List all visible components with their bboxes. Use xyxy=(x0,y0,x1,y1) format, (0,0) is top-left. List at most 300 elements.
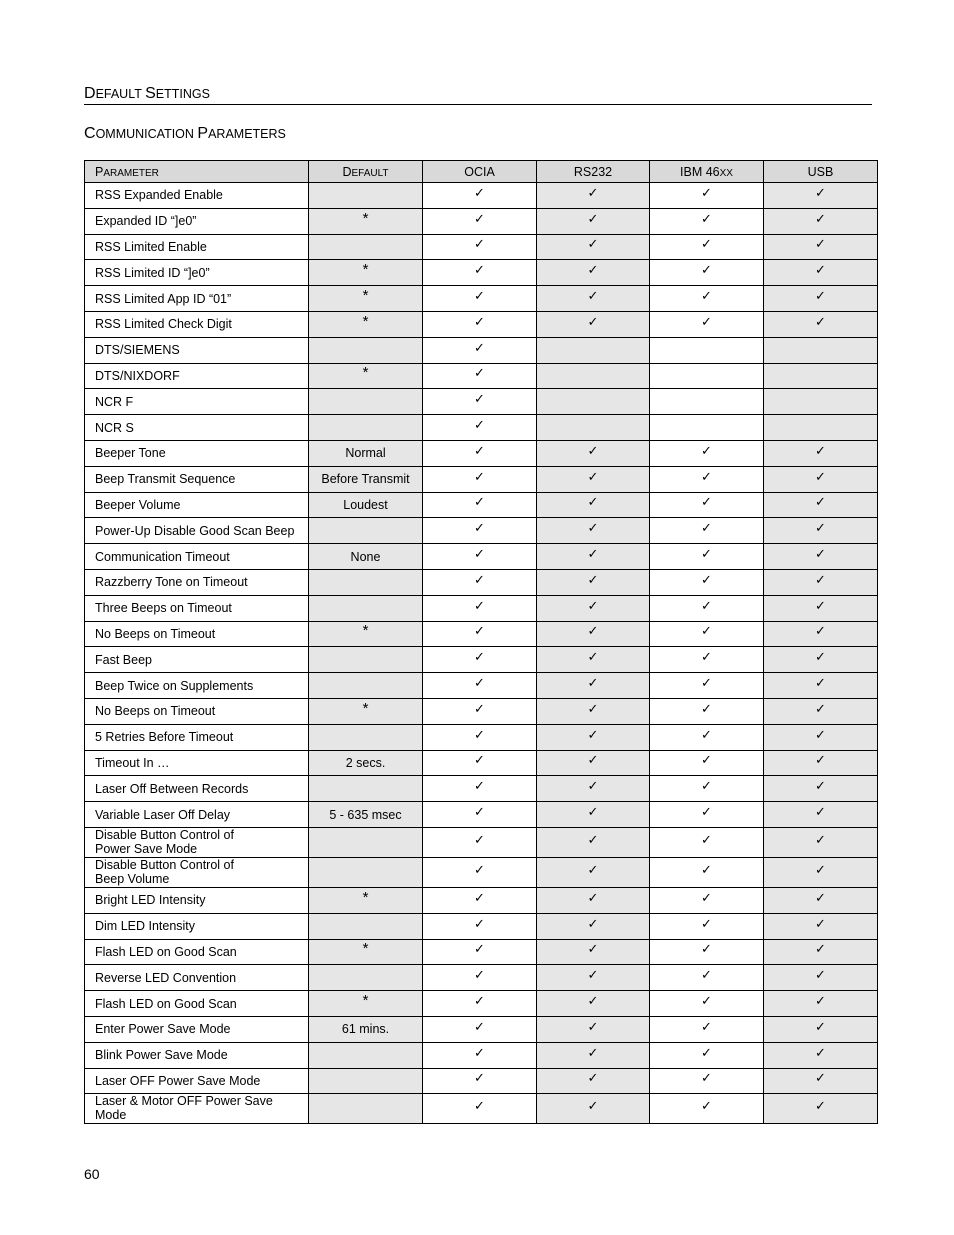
checkmark-icon: ✓ xyxy=(701,832,712,848)
rs232-cell xyxy=(537,827,650,857)
parameter-cell xyxy=(85,673,309,699)
ibm46xx-cell xyxy=(650,260,764,286)
parameter-name: No Beeps on Timeout xyxy=(95,626,216,641)
usb-cell xyxy=(764,965,878,991)
usb-cell xyxy=(764,569,878,595)
ocia-cell xyxy=(423,1094,537,1124)
parameter-name: Communication Timeout xyxy=(95,549,230,564)
default-value: Loudest xyxy=(343,497,388,512)
rs232-cell xyxy=(537,286,650,312)
checkmark-icon: ✓ xyxy=(474,340,485,356)
usb-cell xyxy=(764,544,878,570)
default-cell xyxy=(309,518,423,544)
parameter-name: Bright LED Intensity xyxy=(95,893,206,908)
usb-cell xyxy=(764,389,878,415)
table-row xyxy=(85,1068,878,1094)
ocia-cell xyxy=(423,887,537,913)
ibm46xx-cell xyxy=(650,389,764,415)
ocia-cell xyxy=(423,750,537,776)
ocia-cell xyxy=(423,991,537,1017)
checkmark-icon: ✓ xyxy=(587,994,599,1009)
ibm46xx-cell xyxy=(650,621,764,647)
parameter-name: Fast Beep xyxy=(95,652,152,667)
checkmark-icon: ✓ xyxy=(474,314,485,330)
parameter-name: Razzberry Tone on Timeout xyxy=(95,575,248,590)
parameter-name: Disable Button Control of xyxy=(95,827,234,842)
table-row xyxy=(85,183,878,209)
checkmark-icon: ✓ xyxy=(815,968,826,984)
checkmark-icon: ✓ xyxy=(815,916,826,932)
usb-cell xyxy=(764,183,878,209)
checkmark-icon: ✓ xyxy=(474,547,485,563)
ocia-cell xyxy=(423,466,537,492)
checkmark-icon: ✓ xyxy=(701,676,712,692)
usb-cell xyxy=(764,939,878,965)
checkmark-icon: ✓ xyxy=(474,289,485,305)
usb-cell xyxy=(764,492,878,518)
default-value: 5 - 635 msec xyxy=(329,807,402,822)
table-row xyxy=(85,389,878,415)
usb-cell xyxy=(764,286,878,312)
parameter-name: Flash LED on Good Scan xyxy=(95,944,237,959)
checkmark-icon: ✓ xyxy=(701,211,712,227)
table-header-row xyxy=(85,161,878,183)
ibm46xx-cell xyxy=(650,750,764,776)
rs232-cell xyxy=(537,673,650,699)
checkmark-icon: ✓ xyxy=(815,598,826,614)
checkmark-icon: ✓ xyxy=(701,495,712,511)
checkmark-icon: ✓ xyxy=(701,805,712,821)
default-cell xyxy=(309,750,423,776)
checkmark-icon: ✓ xyxy=(701,862,712,878)
parameter-cell xyxy=(85,750,309,776)
checkmark-icon: ✓ xyxy=(815,994,826,1009)
checkmark-icon: ✓ xyxy=(474,1099,485,1115)
checkmark-icon: ✓ xyxy=(701,779,712,795)
ocia-cell xyxy=(423,827,537,857)
checkmark-icon: ✓ xyxy=(815,547,826,563)
checkmark-icon: ✓ xyxy=(701,624,712,640)
default-cell xyxy=(309,569,423,595)
default-marker: * xyxy=(362,622,369,640)
checkmark-icon: ✓ xyxy=(474,495,485,511)
default-cell xyxy=(309,415,423,441)
parameter-name: Flash LED on Good Scan xyxy=(95,996,237,1011)
ocia-cell xyxy=(423,857,537,887)
rs232-cell xyxy=(537,913,650,939)
parameter-name: Beeper Volume xyxy=(95,497,181,512)
table-row xyxy=(85,750,878,776)
rs232-cell xyxy=(537,389,650,415)
checkmark-icon: ✓ xyxy=(815,1071,826,1087)
checkmark-icon: ✓ xyxy=(815,263,826,279)
rs232-cell xyxy=(537,440,650,466)
rs232-cell xyxy=(537,857,650,887)
rs232-cell xyxy=(537,647,650,673)
ibm46xx-cell xyxy=(650,698,764,724)
checkmark-icon: ✓ xyxy=(587,942,599,958)
checkmark-icon: ✓ xyxy=(587,890,599,906)
parameter-name: Expanded ID “]e0” xyxy=(95,214,197,229)
table-row xyxy=(85,673,878,699)
checkmark-icon: ✓ xyxy=(701,263,712,279)
ocia-cell xyxy=(423,286,537,312)
default-cell xyxy=(309,621,423,647)
parameter-cell xyxy=(85,621,309,647)
rs232-cell xyxy=(537,518,650,544)
table-row xyxy=(85,887,878,913)
parameter-cell xyxy=(85,913,309,939)
parameter-cell xyxy=(85,183,309,209)
usb-cell xyxy=(764,673,878,699)
ocia-cell xyxy=(423,647,537,673)
parameter-name-line2: Beep Volume xyxy=(95,871,170,886)
checkmark-icon: ✓ xyxy=(815,890,826,906)
ocia-cell xyxy=(423,311,537,337)
checkmark-icon: ✓ xyxy=(815,1045,826,1061)
checkmark-icon: ✓ xyxy=(701,314,712,330)
default-value: Before Transmit xyxy=(321,472,410,487)
checkmark-icon: ✓ xyxy=(474,916,485,932)
table-row xyxy=(85,827,878,857)
checkmark-icon: ✓ xyxy=(815,495,826,511)
ibm46xx-cell xyxy=(650,776,764,802)
usb-cell xyxy=(764,234,878,260)
ibm46xx-cell xyxy=(650,1042,764,1068)
checkmark-icon: ✓ xyxy=(474,598,485,614)
parameter-name: Timeout In … xyxy=(95,755,170,770)
parameter-name: RSS Limited ID “]e0” xyxy=(95,265,210,280)
parameter-name-line2: Power Save Mode xyxy=(95,841,198,856)
header-ocia: OCIA xyxy=(423,161,537,183)
table-row xyxy=(85,415,878,441)
ocia-cell xyxy=(423,1042,537,1068)
usb-cell xyxy=(764,1068,878,1094)
parameter-name-line2: Mode xyxy=(95,1108,127,1123)
checkmark-icon: ✓ xyxy=(701,443,712,459)
checkmark-icon: ✓ xyxy=(474,701,485,717)
usb-cell xyxy=(764,647,878,673)
rs232-cell xyxy=(537,1016,650,1042)
checkmark-icon: ✓ xyxy=(474,185,485,201)
checkmark-icon: ✓ xyxy=(815,1019,826,1035)
checkmark-icon: ✓ xyxy=(815,832,826,848)
default-cell xyxy=(309,939,423,965)
default-cell xyxy=(309,440,423,466)
checkmark-icon: ✓ xyxy=(701,521,712,537)
ibm46xx-cell xyxy=(650,595,764,621)
ibm46xx-cell xyxy=(650,724,764,750)
checkmark-icon: ✓ xyxy=(474,805,485,821)
rs232-cell xyxy=(537,939,650,965)
default-value: None xyxy=(350,549,381,564)
default-cell xyxy=(309,260,423,286)
ibm46xx-cell xyxy=(650,647,764,673)
parameter-cell xyxy=(85,415,309,441)
ocia-cell xyxy=(423,208,537,234)
parameter-name: Beep Twice on Supplements xyxy=(95,678,254,693)
ibm46xx-cell xyxy=(650,363,764,389)
default-value: 2 secs. xyxy=(345,755,386,770)
table-row xyxy=(85,991,878,1017)
checkmark-icon: ✓ xyxy=(701,598,712,614)
rs232-cell xyxy=(537,595,650,621)
default-cell xyxy=(309,698,423,724)
checkmark-icon: ✓ xyxy=(474,942,485,958)
table-row xyxy=(85,440,878,466)
table-row xyxy=(85,857,878,887)
rs232-cell xyxy=(537,466,650,492)
parameter-name: NCR S xyxy=(95,420,134,435)
checkmark-icon: ✓ xyxy=(474,469,485,485)
ibm46xx-cell xyxy=(650,234,764,260)
checkmark-icon: ✓ xyxy=(474,832,485,848)
checkmark-icon: ✓ xyxy=(587,211,599,227)
parameter-cell xyxy=(85,311,309,337)
ibm46xx-cell xyxy=(650,337,764,363)
checkmark-icon: ✓ xyxy=(587,547,599,563)
checkmark-icon: ✓ xyxy=(587,185,599,201)
rs232-cell xyxy=(537,415,650,441)
ocia-cell xyxy=(423,337,537,363)
usb-cell xyxy=(764,440,878,466)
checkmark-icon: ✓ xyxy=(587,443,599,459)
table-row xyxy=(85,492,878,518)
checkmark-icon: ✓ xyxy=(474,968,485,984)
ocia-cell xyxy=(423,673,537,699)
usb-cell xyxy=(764,698,878,724)
checkmark-icon: ✓ xyxy=(701,1099,712,1115)
parameter-cell xyxy=(85,569,309,595)
checkmark-icon: ✓ xyxy=(474,237,485,253)
usb-cell xyxy=(764,1094,878,1124)
parameter-cell xyxy=(85,440,309,466)
table-row xyxy=(85,802,878,828)
table-row xyxy=(85,260,878,286)
table-row xyxy=(85,647,878,673)
checkmark-icon: ✓ xyxy=(815,779,826,795)
parameter-name: 5 Retries Before Timeout xyxy=(95,730,234,745)
ocia-cell xyxy=(423,698,537,724)
checkmark-icon: ✓ xyxy=(587,701,599,717)
default-marker: * xyxy=(362,992,369,1009)
checkmark-icon: ✓ xyxy=(474,392,485,408)
rs232-cell xyxy=(537,1042,650,1068)
parameter-name: Enter Power Save Mode xyxy=(95,1022,231,1037)
checkmark-icon: ✓ xyxy=(587,598,599,614)
ibm46xx-cell xyxy=(650,802,764,828)
parameter-cell xyxy=(85,827,309,857)
rs232-cell xyxy=(537,621,650,647)
default-cell xyxy=(309,1068,423,1094)
checkmark-icon: ✓ xyxy=(587,1045,599,1061)
checkmark-icon: ✓ xyxy=(587,263,599,279)
rs232-cell xyxy=(537,724,650,750)
default-marker: * xyxy=(362,364,369,382)
checkmark-icon: ✓ xyxy=(474,1045,485,1061)
checkmark-icon: ✓ xyxy=(587,1071,599,1087)
rs232-cell xyxy=(537,887,650,913)
checkmark-icon: ✓ xyxy=(587,805,599,821)
table-row xyxy=(85,595,878,621)
ocia-cell xyxy=(423,569,537,595)
parameter-name: DTS/NIXDORF xyxy=(95,368,180,383)
checkmark-icon: ✓ xyxy=(587,650,599,666)
checkmark-icon: ✓ xyxy=(587,1099,599,1115)
parameter-cell xyxy=(85,887,309,913)
parameter-name: Laser & Motor OFF Power Save xyxy=(95,1094,273,1109)
usb-cell xyxy=(764,750,878,776)
parameter-name: Dim LED Intensity xyxy=(95,919,196,934)
parameter-cell xyxy=(85,857,309,887)
ibm46xx-cell xyxy=(650,208,764,234)
ibm46xx-cell xyxy=(650,183,764,209)
usb-cell xyxy=(764,776,878,802)
table-row xyxy=(85,518,878,544)
default-cell xyxy=(309,208,423,234)
parameter-name: Laser Off Between Records xyxy=(95,781,249,796)
ibm46xx-cell xyxy=(650,466,764,492)
parameter-cell xyxy=(85,492,309,518)
parameter-name: NCR F xyxy=(95,394,134,409)
default-marker: * xyxy=(362,312,369,330)
table-body xyxy=(85,183,878,1124)
ocia-cell xyxy=(423,776,537,802)
ibm46xx-cell xyxy=(650,939,764,965)
table-row xyxy=(85,466,878,492)
checkmark-icon: ✓ xyxy=(474,727,485,743)
ocia-cell xyxy=(423,1016,537,1042)
table-row xyxy=(85,1016,878,1042)
rs232-cell xyxy=(537,208,650,234)
parameter-cell xyxy=(85,802,309,828)
checkmark-icon: ✓ xyxy=(815,211,826,227)
ocia-cell xyxy=(423,518,537,544)
parameter-name: No Beeps on Timeout xyxy=(95,704,216,719)
header-default: DEFAULT xyxy=(309,161,423,183)
checkmark-icon: ✓ xyxy=(474,624,485,640)
default-cell xyxy=(309,337,423,363)
parameter-name: RSS Limited Check Digit xyxy=(95,317,232,332)
header-ibm46xx: IBM 46XX xyxy=(650,161,764,183)
checkmark-icon: ✓ xyxy=(474,211,485,227)
checkmark-icon: ✓ xyxy=(474,890,485,906)
checkmark-icon: ✓ xyxy=(587,968,599,984)
ibm46xx-cell xyxy=(650,492,764,518)
usb-cell xyxy=(764,260,878,286)
default-value: Normal xyxy=(345,446,386,461)
ibm46xx-cell xyxy=(650,544,764,570)
table-row xyxy=(85,234,878,260)
checkmark-icon: ✓ xyxy=(815,185,826,201)
table-row xyxy=(85,939,878,965)
checkmark-icon: ✓ xyxy=(815,701,826,717)
ocia-cell xyxy=(423,595,537,621)
rs232-cell xyxy=(537,750,650,776)
rs232-cell xyxy=(537,776,650,802)
default-cell xyxy=(309,1094,423,1124)
default-cell xyxy=(309,776,423,802)
rs232-cell xyxy=(537,965,650,991)
table-row xyxy=(85,337,878,363)
ibm46xx-cell xyxy=(650,673,764,699)
table-row xyxy=(85,208,878,234)
checkmark-icon: ✓ xyxy=(701,1071,712,1087)
header-parameter: PARAMETER xyxy=(85,161,309,183)
checkmark-icon: ✓ xyxy=(587,624,599,640)
checkmark-icon: ✓ xyxy=(474,521,485,537)
table-row xyxy=(85,776,878,802)
checkmark-icon: ✓ xyxy=(701,753,712,769)
parameter-cell xyxy=(85,466,309,492)
parameter-name: Variable Laser Off Delay xyxy=(95,807,231,822)
usb-cell xyxy=(764,887,878,913)
default-marker: * xyxy=(362,261,369,279)
table-row xyxy=(85,724,878,750)
default-marker: * xyxy=(362,940,369,958)
parameter-cell xyxy=(85,337,309,363)
checkmark-icon: ✓ xyxy=(701,1019,712,1035)
ibm46xx-cell xyxy=(650,827,764,857)
communication-parameters-table xyxy=(84,160,878,1124)
checkmark-icon: ✓ xyxy=(701,1045,712,1061)
parameter-cell xyxy=(85,991,309,1017)
ibm46xx-cell xyxy=(650,1094,764,1124)
ocia-cell xyxy=(423,363,537,389)
parameter-name: RSS Expanded Enable xyxy=(95,188,223,203)
checkmark-icon: ✓ xyxy=(701,289,712,305)
parameter-cell xyxy=(85,1042,309,1068)
default-cell xyxy=(309,363,423,389)
parameter-cell xyxy=(85,389,309,415)
parameter-cell xyxy=(85,363,309,389)
checkmark-icon: ✓ xyxy=(701,572,712,588)
ocia-cell xyxy=(423,389,537,415)
checkmark-icon: ✓ xyxy=(587,237,599,253)
parameter-cell xyxy=(85,286,309,312)
checkmark-icon: ✓ xyxy=(815,805,826,821)
parameter-cell xyxy=(85,544,309,570)
usb-cell xyxy=(764,724,878,750)
ocia-cell xyxy=(423,492,537,518)
checkmark-icon: ✓ xyxy=(587,521,599,537)
checkmark-icon: ✓ xyxy=(701,994,712,1009)
parameter-cell xyxy=(85,939,309,965)
checkmark-icon: ✓ xyxy=(815,650,826,666)
rs232-cell xyxy=(537,1068,650,1094)
checkmark-icon: ✓ xyxy=(587,753,599,769)
default-cell xyxy=(309,1016,423,1042)
checkmark-icon: ✓ xyxy=(815,314,826,330)
table-row xyxy=(85,965,878,991)
checkmark-icon: ✓ xyxy=(587,727,599,743)
table-row xyxy=(85,286,878,312)
default-cell xyxy=(309,965,423,991)
ocia-cell xyxy=(423,183,537,209)
section-title: DEFAULT SETTINGS xyxy=(84,85,872,105)
default-cell xyxy=(309,991,423,1017)
rs232-cell xyxy=(537,569,650,595)
ibm46xx-cell xyxy=(650,1016,764,1042)
ocia-cell xyxy=(423,415,537,441)
ocia-cell xyxy=(423,802,537,828)
usb-cell xyxy=(764,1016,878,1042)
ibm46xx-cell xyxy=(650,913,764,939)
table-row xyxy=(85,544,878,570)
ocia-cell xyxy=(423,440,537,466)
parameter-cell xyxy=(85,965,309,991)
parameter-cell xyxy=(85,698,309,724)
